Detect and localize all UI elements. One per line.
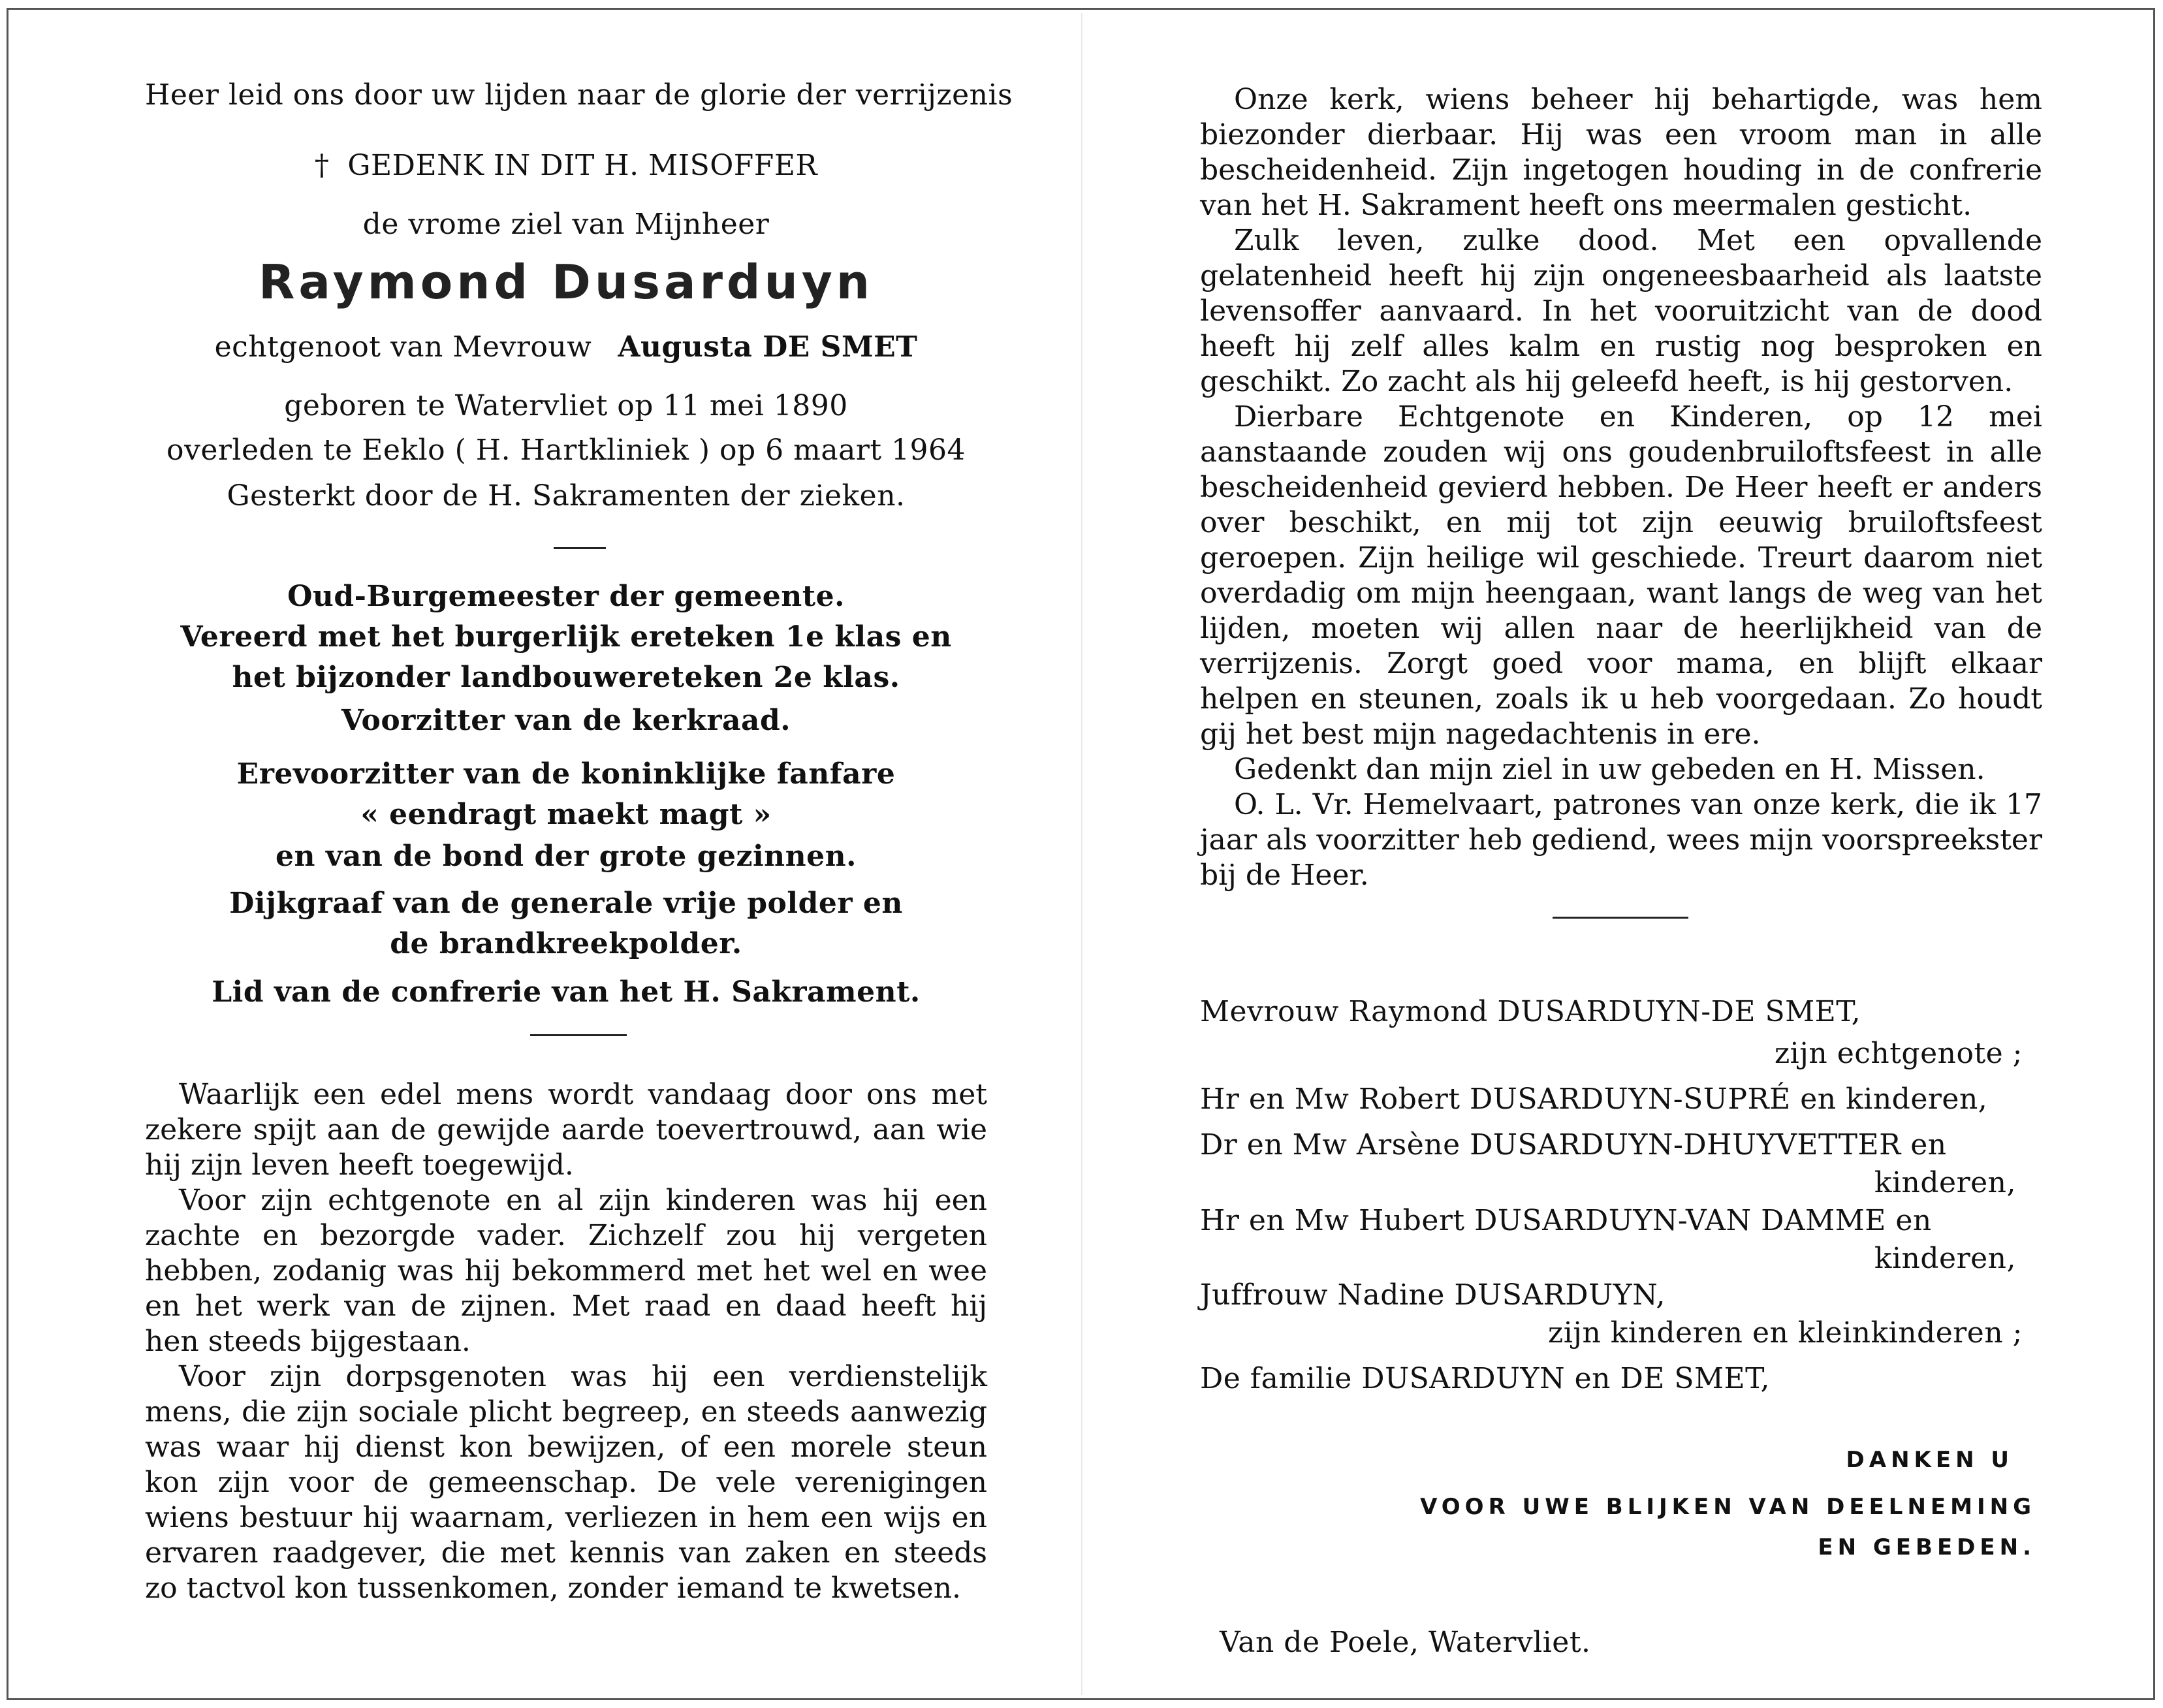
printer-credit: Van de Poele, Watervliet.	[1220, 1626, 1591, 1659]
honour-line: Erevoorzitter van de koninklijke fanfare	[236, 757, 896, 791]
paragraph: Voor zijn dorpsgenoten was hij een verdienstelijk mens, die zijn sociale plicht begreep, en steeds aanwezig was waar hij dienst kon bewijzen, of een morele steun kon zijn voor de gemeenschap. De vele verenigingen wiens bestuur hij waarnam, verliezen in hem een wijs en ervaren raadgever, die met kennis van zaken en steeds zo tactvol kon tussenkomen, zonder iemand te kwetsen.	[145, 1360, 987, 1605]
center-fold	[1081, 13, 1082, 1695]
paragraph: Dierbare Echtgenote en Kinderen, op 12 mei aanstaande zouden wij ons goudenbruiloftsfeest in alle bescheidenheid gevierd hebben. De Heer heeft er anders over beschikt, en mij tot zijn eeuwig bruiloftsfeest geroepen. Zijn heilige wil geschiede. Treurt daarom niet overdadig om mijn heengaan, want langs de weg van het lijden, moeten wij allen naar de heerlijkheid van de verrijzenis. Zorgt goed voor mama, en blijft elkaar helpen en steunen, zoals ik u heb voorgedaan. Zo houdt gij het best mijn nagedachtenis in ere.	[1200, 400, 2042, 751]
death-line: overleden te Eeklo ( H. Hartkliniek ) op 6 maart 1964	[166, 434, 966, 467]
honour-line: Dijkgraaf van de generale vrije polder en	[229, 887, 903, 920]
family-line: Mevrouw Raymond DUSARDUYN-DE SMET,	[1200, 995, 1861, 1028]
paragraph: Onze kerk, wiens beheer hij behartigde, was hem biezonder dierbaar. Hij was een vroom man in alle bescheidenheid. Zijn ingetogen houding in de confrerie van het H. Sakrament heeft ons meermalen gesticht.	[1200, 83, 2042, 222]
paragraph: Gedenkt dan mijn ziel in uw gebeden en H. Missen.	[1234, 753, 1985, 786]
family-role: kinderen,	[1874, 1166, 2016, 1199]
spouse-name: Augusta DE SMET	[618, 330, 918, 364]
thanks-title: DANKEN U	[1846, 1447, 2013, 1473]
honour-line: Voorzitter van de kerkraad.	[341, 704, 791, 737]
family-line: De familie DUSARDUYN en DE SMET,	[1200, 1362, 1771, 1395]
sacraments-line: Gesterkt door de H. Sakramenten der zieken.	[227, 479, 906, 513]
honour-line: en van de bond der grote gezinnen.	[276, 840, 857, 873]
paragraph: O. L. Vr. Hemelvaart, patrones van onze kerk, die ik 17 jaar als voorzitter heb gediend, wees mijn voorspreekster bij de Heer.	[1200, 788, 2042, 892]
honour-line: het bijzonder landbouwereteken 2e klas.	[232, 661, 900, 694]
family-line: Dr en Mw Arsène DUSARDUYN-DHUYVETTER en	[1200, 1128, 1947, 1162]
paragraph: Voor zijn echtgenote en al zijn kinderen was hij een zachte en bezorgde vader. Zichzelf zou hij vergeten hebben, zodanig was hij bekommerd met het wel en wee en het werk van de zijnen. Met raad en daad heeft hij hen steeds bijgestaan.	[145, 1184, 987, 1358]
honour-line: « eendragt maekt magt »	[360, 798, 772, 831]
family-role: zijn kinderen en kleinkinderen ;	[1548, 1316, 2023, 1350]
family-role: zijn echtgenote ;	[1775, 1037, 2023, 1070]
paragraph: Zulk leven, zulke dood. Met een opvallende gelatenheid heeft hij zijn ongeneesbaarheid als laatste levensoffer aanvaard. In het vooruitzicht van de dood heeft hij zelf alles kalm en rustig nog besproken en geschikt. Zo zacht als hij geleefd heeft, is hij gestorven.	[1200, 224, 2042, 398]
paragraph: Waarlijk een edel mens wordt vandaag door ons met zekere spijt aan de gewijde aarde toevertrouwd, aan wie hij zijn leven heeft toegewijd.	[145, 1078, 987, 1182]
thanks-line: VOOR UWE BLIJKEN VAN DEELNEMING	[1420, 1494, 2036, 1520]
cross-icon: †	[314, 149, 330, 182]
honour-line: Lid van de confrerie van het H. Sakrament.	[212, 975, 921, 1009]
right-text-block	[1200, 82, 2042, 893]
honour-line: de brandkreekpolder.	[390, 927, 742, 960]
cross-line: † GEDENK IN DIT H. MISOFFER	[314, 149, 818, 182]
honour-line: Vereerd met het burgerlijk ereteken 1e klas en	[180, 620, 952, 654]
intro-text: de vrome ziel van Mijnheer	[362, 208, 770, 241]
thanks-line: EN GEBEDEN.	[1818, 1534, 2036, 1560]
divider	[554, 547, 606, 549]
family-line: Juffrouw Nadine DUSARDUYN,	[1200, 1278, 1666, 1312]
divider	[1553, 917, 1688, 919]
left-text-block	[145, 1077, 987, 1606]
family-line: Hr en Mw Robert DUSARDUYN-SUPRÉ en kinderen,	[1200, 1083, 1988, 1116]
family-role: kinderen,	[1874, 1242, 2016, 1275]
spouse-line: echtgenoot van Mevrouw Augusta DE SMET	[214, 330, 918, 364]
family-line: Hr en Mw Hubert DUSARDUYN-VAN DAMME en	[1200, 1204, 1932, 1237]
birth-line: geboren te Watervliet op 11 mei 1890	[284, 389, 848, 422]
deceased-name: Raymond Dusarduyn	[258, 255, 874, 309]
motto: Heer leid ons door uw lijden naar de glorie der verrijzenis	[145, 78, 1013, 112]
divider	[530, 1034, 627, 1036]
honour-line: Oud-Burgemeester der gemeente.	[287, 580, 845, 613]
